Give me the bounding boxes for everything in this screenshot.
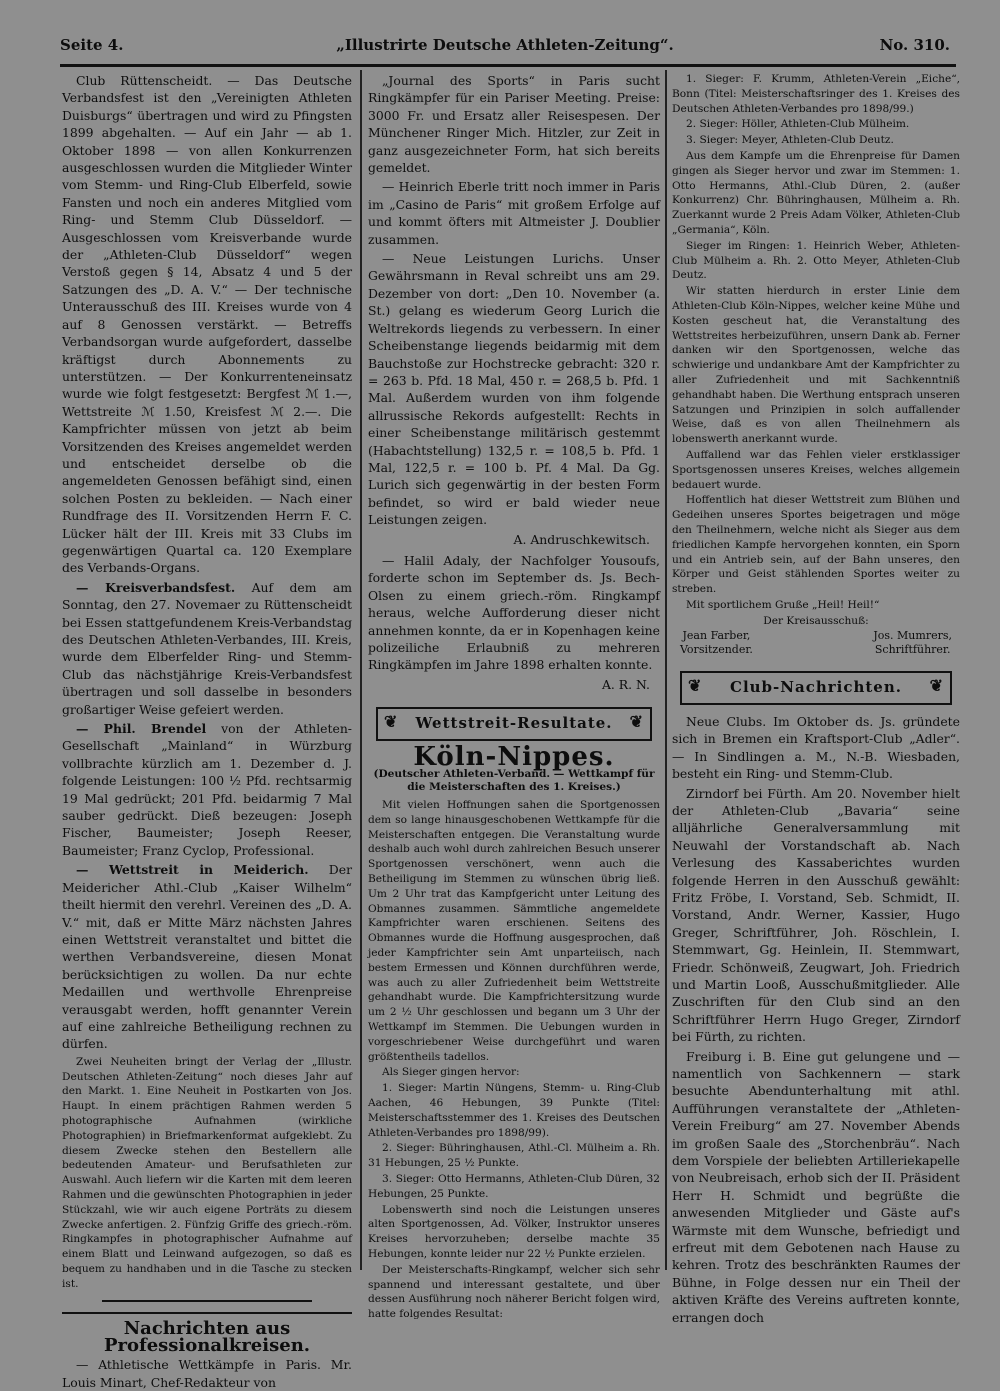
header-rule [60, 64, 956, 67]
greeting: Mit sportlichem Gruße „Heil! Heil!“ [686, 598, 880, 611]
article-paragraph: „Journal des Sports“ in Paris sucht Ringkämpfer für ein Pariser Meeting. Preise: 3000 Fr. und Ersatz aller Reisespesen. Der Münchener Ringer Mich. Hitzler, zur Zeit in ganz ausgezeichneter Form, hat sich bereits gemeldet. [368, 73, 660, 176]
signature-right [873, 629, 952, 657]
article-paragraph: Der Meisterschafts-Ringkampf, welcher sich sehr spannend und interessant gestaltete, und über dessen Ausführung noch näherer Bericht folgen wird, hatte folgendes Resultat: [368, 1263, 660, 1321]
article-heading: — Wettstreit in Meiderich. [76, 862, 309, 878]
signature-role: Vorsitzender. [680, 643, 753, 657]
article-paragraph: Auffallend war das Fehlen vieler erstklassiger Sportsgenossen unseres Kreises, welches allgemein bedauert wurde. [672, 448, 960, 491]
signature-name: Jean Farber, [682, 629, 751, 643]
section-divider [102, 1300, 312, 1302]
article-paragraph: Club Rüttenscheidt. — Das Deutsche Verbandsfest ist den „Vereinigten Athleten Duisburgs“ übertragen und wird zu Pfingsten 1899 abgehalten. — Auf ein Jahr — ab 1. Oktober 1898 — von allen Konkurrenzen ausgeschlossen wurden die Mitglieder Winter vom Stemm- und Ring-Club Elberfeld, sowie Fansten und noch ein anderes Mitglied vom Ring- und Stemm Club Düsseldorf. — Ausgeschlossen vom Kreisverbande wurde der „Athleten-Club Düsseldorf“ wegen Verstoß gegen § 14, Absatz 4 und 5 der Satzungen des „D. A. V.“ — Der technische Unterausschuß des III. Kreises wurde von 4 auf 8 Genossen verstärkt. — Betreffs Verbandsorgan wurde aufgefordert, dasselbe kräftigst durch Abonnements zu unterstützen. — Der Konkurrenteneinsatz wurde wie folgt festgesetzt: Bergfest ℳ 1.—, Wettstreite ℳ 1.50, Kreisfest ℳ 2.—. Die Kampfrichter müssen von jetzt ab beim Vorsitzenden des Kreises angemeldet werden und entscheidet derselbe ob die angemeldeten Genossen befähigt sind, einen solchen Posten zu bekleiden. — Nach einer Rundfrage des II. Vorsitzenden Herrn F. C. Lücker hält der III. Kreis mit 33 Clubs im gegenwärtigen Quartal ca. 120 Exemplare des Verbands-Organs. [62, 73, 352, 576]
result-item: 1. Sieger: F. Krumm, Athleten-Verein „Eiche“, Bonn (Titel: Meisterschaftsringer des 1. Kreises des Deutschen Athleten-Verbandes pro 1898/99.) [672, 73, 960, 115]
article-paragraph: Hoffentlich hat dieser Wettstreit zum Blühen und Gedeihen unseres Sportes beigetragen und möge den Theilnehmern, welche nicht als Sieger aus dem friedlichen Kampfe hervorgehen konnten, ein Sporn und ein Antrieb sein, auf der Bahn unseres, den Körper und Geist stählenden Sportes weiter zu streben. [672, 494, 960, 596]
section-title: Nachrichten aus Professionalkreisen. [62, 1312, 352, 1355]
result-item: 3. Sieger: Otto Hermanns, Athleten-Club Düren, 32 Hebungen, 25 Punkte. [368, 1172, 660, 1200]
signature-role: Schriftführer. [874, 643, 951, 657]
author-signature: A. Andruschkewitsch. [513, 531, 650, 547]
article-paragraph: Aus dem Kampfe um die Ehrenpreise für Damen gingen als Sieger hervor und zwar im Stemmen: 1. Otto Hermanns, Athl.-Club Düren, 2. (außer Konkurrenz) Chr. Bühringhausen, Mülheim a. Rh. Zuerkannt wurde 2 Preis Adam Völker, Athleten-Club „Germania“, Köln. [672, 149, 960, 236]
committee-label: Der Kreisausschuß: [763, 614, 869, 627]
article-paragraph: Als Sieger gingen hervor: [382, 1066, 520, 1079]
result-item: 2. Sieger: Bühringhausen, Athl.-Cl. Mülheim a. Rh. 31 Hebungen, 25 ½ Punkte. [368, 1142, 660, 1170]
article-text: von der Athleten-Gesellschaft „Mainland“ in Würzburg vollbrachte kürzlich am 1. Dezember d. J. folgende Leistungen: 100 ½ Pfd. rechtsarmig 19 Mal gedrückt; 201 Pfd. beidarmig 7 Mal sauber gedrückt. Dieß bezeugen: Joseph Fischer, Baumeister; Joseph Reeser, Baumeister; Franz Cyclop, Professional. [62, 721, 352, 858]
article-paragraph: Sieger im Ringen: 1. Heinrich Weber, Athleten-Club Mülheim a. Rh. 2. Otto Meyer, Athleten-Club Deutz. [672, 239, 960, 282]
section-box-title: ❦ Wettstreit-Resultate. ❦ [376, 707, 652, 740]
report-subtitle: (Deutscher Athleten-Verband. — Wettkampf für die Meisterschaften des 1. Kreises.) [373, 768, 655, 794]
article-paragraph: — Athletische Wettkämpfe in Paris. Mr. Louis Minart, Chef-Redakteur von [62, 1357, 352, 1390]
signature-left [680, 629, 753, 657]
column-middle [368, 72, 660, 1321]
column-left [62, 72, 353, 1390]
page-number: Seite 4. [60, 36, 124, 54]
article-text: Der Meidericher Athl.-Club „Kaiser Wilhelm“ theilt hiermit den verehrl. Vereinen des „D. A. V.“ mit, daß er Mitte März nächsten Jahres einen Wettstreit veranstaltet und bittet die werthen Verbandsvereine, diesen Monat berücksichtigen zu wollen. Da nur echte Medaillen und werthvolle Ehrenpreise verausgabt werden, hofft genannter Verein auf eine zahlreiche Betheiligung rechnen zu dürfen. [62, 862, 352, 1052]
article-paragraph [62, 720, 352, 859]
author-signature: A. R. N. [601, 676, 650, 692]
article-paragraph: — Halil Adaly, der Nachfolger Yousoufs, forderte schon im September ds. Js. Bech-Olsen zu einem griech.-röm. Ringkampf heraus, welche Aufforderung dieser nicht annehmen konnte, da er in Kopenhagen keine polizeiliche Erlaubniß zu mehreren Ringkämpfen im Jahre 1898 erhalten konnte. [368, 552, 660, 673]
result-item: 1. Sieger: Martin Nüngens, Stemm- u. Ring-Club Aachen, 46 Hebungen, 39 Punkte (Titel: Meisterschaftsstemmer des 1. Kreises des Deutschen Athleten-Verbandes pro 1898/99). [368, 1082, 660, 1139]
article-paragraph: — Neue Leistungen Lurichs. Unser Gewährsmann in Reval schreibt uns am 29. Dezember von dort: „Den 10. November (a. St.) gelang es wiederum Georg Lurich die Weltrekords liegends zu verbessern. In einer Scheibenstange liegends beidarmig mit dem Bauchstoße zur Hochstrecke gebracht: 320 r. = 263 b. Pfd. 18 Mal, 450 r. = 268,5 b. Pfd. 1 Mal. Außerdem wurden von ihm folgende allrussische Rekords aufgestellt: Rechts in einer Scheibenstange militärisch gestemmt (Habachtstellung) 132,5 r. = 108,5 b. Pfd. 1 Mal, 122,5 r. = 100 b. Pf. 4 Mal. Da Gg. Lurich sich gegenwärtig in der besten Form befindet, so wird er bald wieder neue Leistungen zeigen. [368, 251, 660, 528]
article-paragraph: — Heinrich Eberle tritt noch immer in Paris im „Casino de Paris“ mit großem Erfolge auf und kommt öfters mit Altmeister J. Doublier zusammen. [368, 179, 660, 247]
column-divider [360, 70, 362, 1270]
report-continuation [672, 72, 960, 628]
issue-number: No. 310. [879, 36, 950, 54]
article-paragraph: Neue Clubs. Im Oktober ds. Js. gründete sich in Bremen ein Kraftsport-Club „Adler“. — In Sindlingen a. M., N.-B. Wiesbaden, besteht ein Ring- und Stemm-Club. [672, 713, 960, 782]
article-paragraph [62, 579, 352, 718]
notice-block [62, 1055, 352, 1292]
signature-name: Jos. Mumrers, [873, 629, 952, 643]
column-right [672, 72, 960, 1325]
article-paragraph: Mit vielen Hoffnungen sahen die Sportgenossen dem so lange hinausgeschobenen Wettkampfe für die Meisterschaften entgegen. Die Veranstaltung wurde deshalb auch wohl durch zahlreichen Besuch unserer Sportgenossen verschönert, wenn auch die Betheiligung im Stemmen zu wünschen übrig ließ. Um 2 Uhr trat das Kampfgericht unter Leitung des Obmannes zusammen. Sämmtliche angemeldete Kampfrichter waren erschienen. Seitens des Obmannes wurde die Hoffnung ausgesprochen, daß jeder Kampfrichter sein Amt unparteiisch, nach bestem Ermessen und Können durchführen werde, was auch zu aller Zufriedenheit beim Wettstreite gehandhabt wurde. Die Kampfrichtersitzung wurde um 2 ½ Uhr geschlossen und begann um 3 Uhr der Wettkampf im Stemmen. Die Uebungen wurden in vorgeschriebener Weise durchgeführt und waren größtentheils tadellos. [368, 799, 660, 1063]
article-paragraph [62, 861, 352, 1052]
report-body [368, 798, 660, 1322]
article-heading: — Kreisverbandsfest. [76, 579, 236, 595]
section-box-title: ❦ Club-Nachrichten. ❦ [680, 671, 952, 704]
article-paragraph: Zirndorf bei Fürth. Am 20. November hielt der Athleten-Club „Bavaria“ seine alljährliche Generalversammlung mit Neuwahl der Vorstandschaft ab. Nach Verlesung des Kassaberichtes wurden folgende Herren in den Ausschuß gewählt: Fritz Fröbe, I. Vorstand, Seb. Schmidt, II. Vorstand, Andr. Werner, Kassier, Hugo Greger, Schriftführer, Joh. Röschlein, I. Stemmwart, Gg. Heinlein, II. Stemmwart, Friedr. Schönweiß, Zeugwart, Joh. Friedrich und Martin Looß, Ausschußmitglieder. Alle Zuschriften für den Club sind an den Schriftführer Herrn Hugo Greger, Zirndorf bei Fürth, zu richten. [672, 785, 960, 1045]
article-paragraph: Zwei Neuheiten bringt der Verlag der „Illustr. Deutschen Athleten-Zeitung“ noch dieses Jahr auf den Markt. 1. Eine Neuheit in Postkarten von Jos. Haupt. In einem prächtigen Rahmen werden 5 photographische Aufnahmen (wirkliche Photographien) in Briefmarkenformat aufgeklebt. Zu diesem Zwecke stehen den Bestellern alle bedeutenden Amateur- und Berufsathleten zur Auswahl. Auch liefern wir die Karten mit dem leeren Rahmen und die gewünschten Photographien in jeder Stückzahl, wie wir auch eigene Porträts zu diesem Zwecke anfertigen. 2. Fünfzig Griffe des griech.-röm. Ringkampfes in photographischer Aufnahme auf einem Blatt und Leinwand aufgezogen, so daß es bequem zu handhaben und in die Tasche zu stecken ist. [62, 1055, 352, 1290]
page-header [60, 36, 950, 62]
article-paragraph: Wir statten hierdurch in erster Linie dem Athleten-Club Köln-Nippes, welcher keine Mühe und Kosten gescheut hat, die Veranstaltung des Wettstreites herbeizuführen, unsern Dank ab. Ferner danken wir den Sportgenossen, welche das schwierige und undankbare Amt der Kampfrichter zu aller Zufriedenheit und mit Sachkenntniß gehandhabt haben. Die Werthung entsprach unseren Satzungen und Prinzipien in solch auffallender Weise, daß es von allen Theilnehmern als lobenswerth anerkannt wurde. [672, 285, 960, 446]
article-heading: — Phil. Brendel [76, 721, 207, 737]
result-item: 2. Sieger: Höller, Athleten-Club Mülheim. [686, 118, 910, 131]
article-paragraph: Freiburg i. B. Eine gut gelungene und — namentlich von Sachkennern — stark besuchte Abendunterhaltung mit athl. Aufführungen veranstaltete der „Athleten-Verein Freiburg“ am 27. November Abends im großen Saale des „Storchenbräu“. Nach dem Vorspiele der beliebten Artilleriekapelle von Neubreisach, erhob sich der II. Präsident Herr H. Schmidt und begrüßte die anwesenden Mitglieder und Gäste auf's Wärmste mit dem Wunsche, befriedigt und erfreut mit dem Gebotenen nach Hause zu kehren. Trotz des beschränkten Raumes der Bühne, in Folge dessen nur ein Theil der aktiven Kräfte des Vereins auftreten konnte, errangen doch [672, 1048, 960, 1325]
article-text: Auf dem am Sonntag, den 27. Novemaer zu Rüttenscheidt bei Essen stattgefundenem Kreis-Verbandstag des Deutschen Athleten-Verbandes, III. Kreis, wurde dem Elberfelder Ring- und Stemm-Club das nächstjährige Kreis-Verbandsfest übertragen und soll dasselbe in besonders großartiger Weise gefeiert werden. [62, 579, 353, 717]
newspaper-title: „Illustrirte Deutsche Athleten-Zeitung“. [336, 36, 674, 54]
result-item: 3. Sieger: Meyer, Athleten-Club Deutz. [686, 134, 894, 147]
column-divider [665, 70, 667, 1270]
signatures [672, 629, 960, 657]
report-title: Köln-Nippes. [413, 741, 615, 772]
article-paragraph: Lobenswerth sind noch die Leistungen unseres alten Sportgenossen, Ad. Völker, Instruktor unseres Kreises hervorzuheben; derselbe machte 35 Hebungen, konnte leider nur 22 ½ Punkte erzielen. [368, 1203, 660, 1260]
